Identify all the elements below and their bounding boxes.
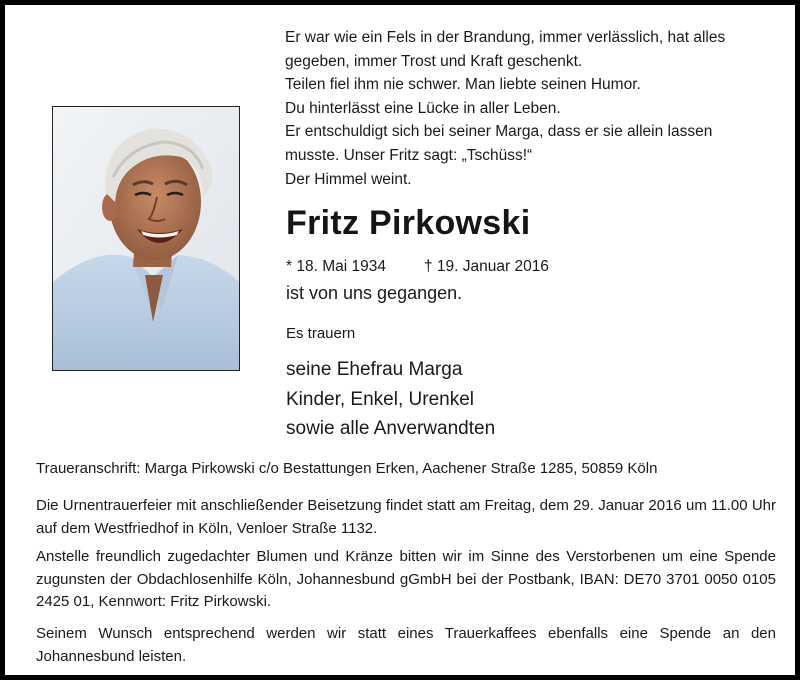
deceased-name: Fritz Pirkowski	[286, 204, 531, 242]
mourners-intro: Es trauern	[286, 325, 356, 342]
poem-line: Der Himmel weint.	[285, 170, 412, 188]
mourner-line: seine Ehefrau Marga	[286, 359, 463, 380]
poem-line: musste. Unser Fritz sagt: „Tschüss!“	[285, 146, 533, 164]
poem-line: Teilen fiel ihm nie schwer. Man liebte seinen Humor.	[285, 76, 641, 94]
mourner-line: Kinder, Enkel, Urenkel	[286, 388, 474, 410]
ceremony-paragraph: Die Urnentrauerfeier mit anschließender Beisetzung findet statt am Freitag, dem 29. Januar 2016 um 11.00 Uhr auf dem Westfriedhof in Köln, Venloer Straße 1132.	[36, 497, 776, 537]
memorial-poem	[285, 26, 785, 191]
passed-away-text: ist von uns gegangen.	[286, 283, 463, 303]
mourner-line: sowie alle Anverwandten	[286, 418, 496, 439]
poem-line: Er entschuldigt sich bei seiner Marga, dass er sie allein lassen	[285, 123, 713, 141]
mourners-list	[286, 355, 495, 444]
donation-paragraph: Anstelle freundlich zugedachter Blumen und Kränze bitten wir im Sinne des Verstorbenen um eine Spende zugunsten der Obdachlosenhilfe Köln, Johannesbund gGmbH bei der Postbank, IBAN: DE70 3701 0050 0105 2425 01, Kennwort: Fritz Pirkowski.	[36, 548, 776, 610]
wish-paragraph: Seinem Wunsch entsprechend werden wir statt eines Trauerkaffees ebenfalls eine Spende an den Johannesbund leisten.	[36, 625, 776, 665]
birth-date: * 18. Mai 1934	[286, 258, 386, 275]
death-date: † 19. Januar 2016	[423, 258, 549, 275]
poem-line: Er war wie ein Fels in der Brandung, immer verlässlich, hat alles	[285, 29, 726, 46]
life-dates	[286, 258, 549, 276]
portrait-illustration	[53, 107, 239, 370]
poem-line: gegeben, immer Trost und Kraft geschenkt.	[285, 52, 583, 70]
portrait-photo	[52, 106, 240, 371]
mourning-address: Traueranschrift: Marga Pirkowski c/o Bestattungen Erken, Aachener Straße 1285, 50859 Köln	[36, 460, 658, 477]
poem-line: Du hinterlässt eine Lücke in aller Leben.	[285, 99, 561, 117]
